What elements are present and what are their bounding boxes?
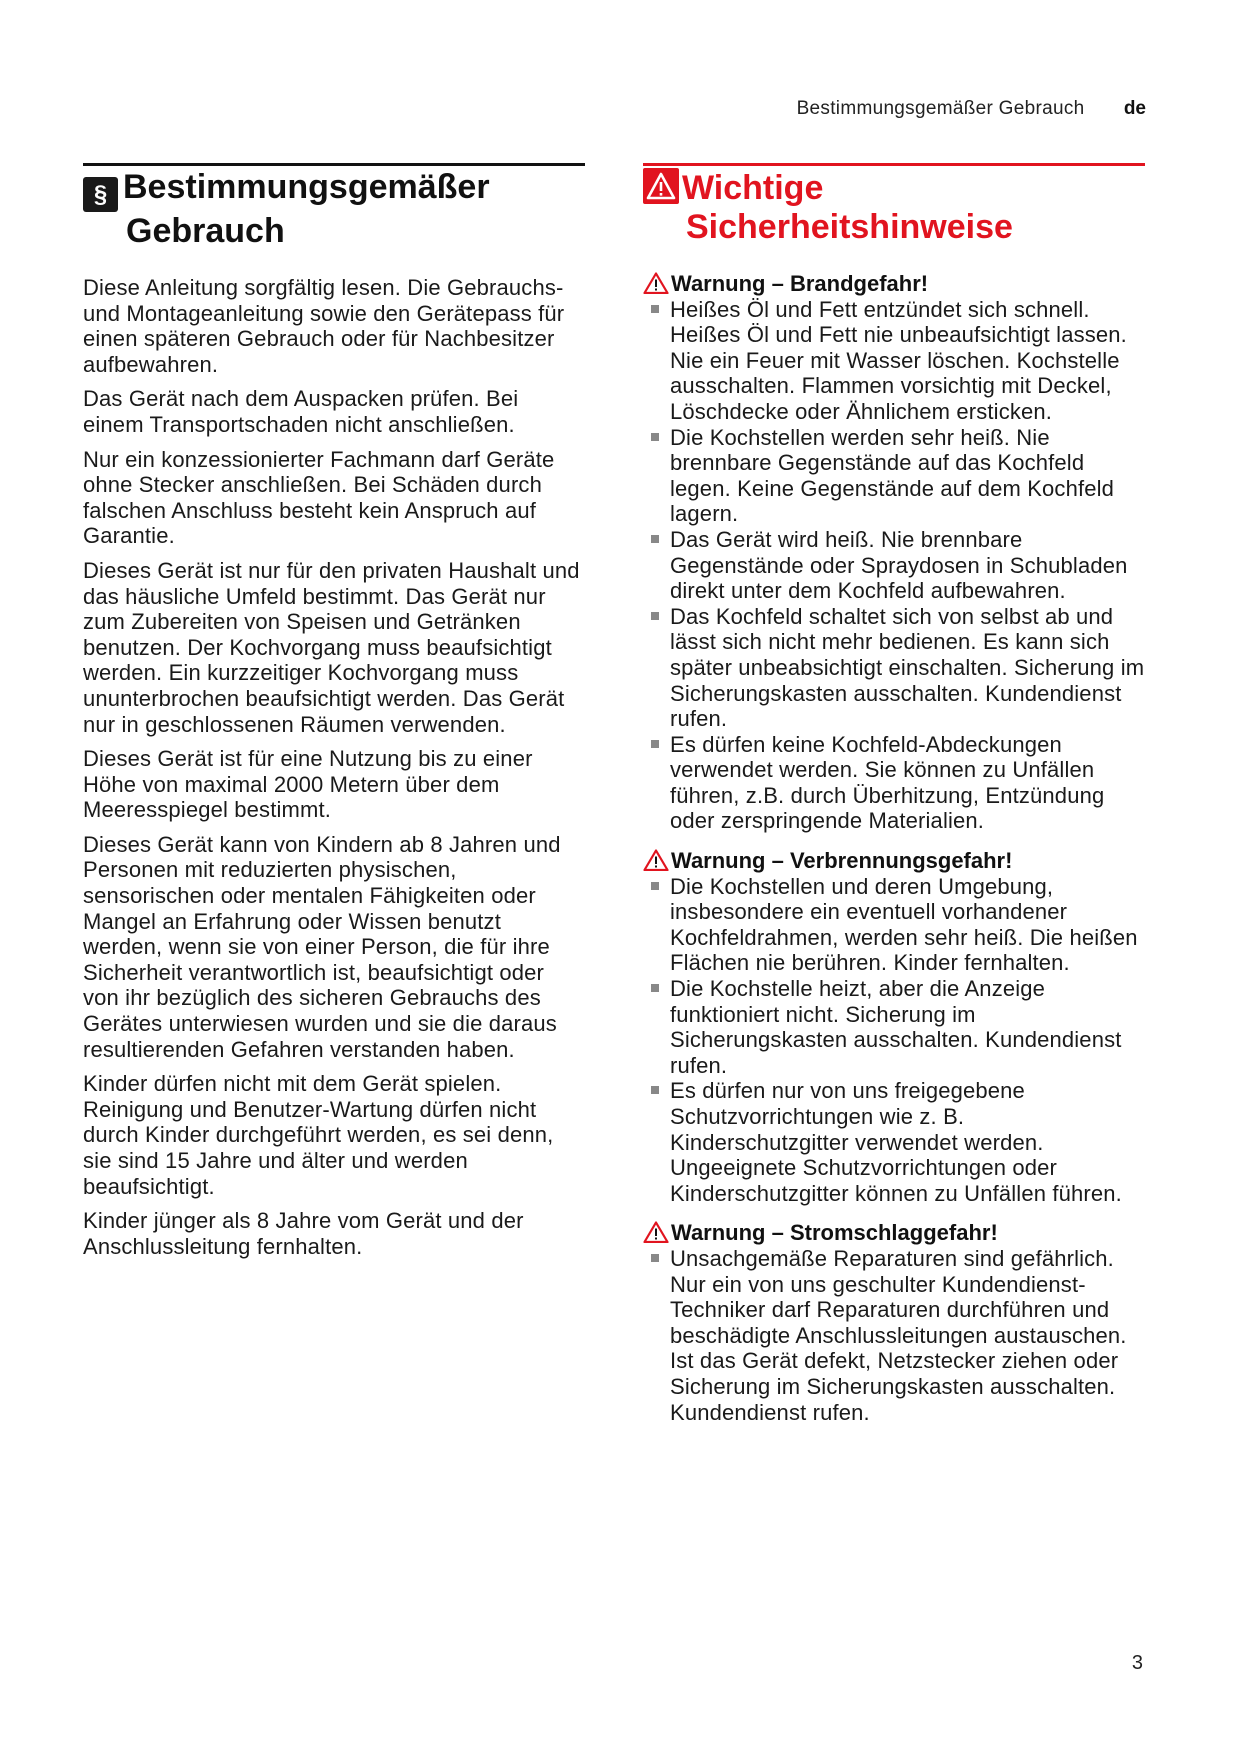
- warning-list-burn: [643, 874, 1145, 1207]
- header-language: de: [1123, 98, 1146, 119]
- section-title-line2: Gebrauch: [126, 212, 285, 250]
- bullet-icon: [651, 1086, 659, 1094]
- paragraph: Dieses Gerät kann von Kindern ab 8 Jahren und Personen mit reduzierten physischen, sensorischen oder mentalen Fähigkeiten oder Mangel an Erfahrung oder Wissen benutzt werden, wenn sie von einer Person, die für ihre Sicherheit verantwortlich ist, beaufsichtigt oder von ihr bezüglich des sicheren Gebrauchs des Gerätes unterwiesen wurden und sie die daraus resultierenden Gefahren verstanden haben.: [83, 831, 561, 1062]
- paragraph: Kinder jünger als 8 Jahre vom Gerät und der Anschlussleitung fernhalten.: [83, 1208, 524, 1259]
- bullet-icon: [651, 882, 659, 890]
- page-number: 3: [1131, 1652, 1143, 1674]
- list-item: Heißes Öl und Fett entzündet sich schnell. Heißes Öl und Fett nie unbeaufsichtigt lassen. Nie ein Feuer mit Wasser löschen. Kochstelle ausschalten. Flammen vorsichtig mit Deckel, Löschdecke oder Ähnlichem ersticken.: [643, 297, 1145, 425]
- list-item: Die Kochstellen und deren Umgebung, insbesondere ein eventuell vorhandener Kochfeldrahmen, werden sehr heiß. Die heißen Flächen nie berühren. Kinder fernhalten.: [643, 874, 1145, 976]
- list-item: Unsachgemäße Reparaturen sind gefährlich. Nur ein von uns geschulter Kundendienst-Techniker darf Reparaturen durchführen und beschädigte Anschlussleitungen austauschen. Ist das Gerät defekt, Netzstecker ziehen oder Sicherung im Sicherungskasten ausschalten. Kundendienst rufen.: [643, 1246, 1145, 1425]
- list-item: Das Gerät wird heiß. Nie brennbare Gegenstände oder Spraydosen in Schubladen direkt unter dem Kochfeld aufbewahren.: [643, 527, 1145, 604]
- warning-triangle-small-icon: [643, 272, 669, 294]
- section-rule: [83, 163, 585, 166]
- header-section-title: Bestimmungsgemäßer Gebrauch: [796, 98, 1085, 119]
- warning-title-burn: Warnung – Verbrennungsgefahr!: [643, 848, 1145, 874]
- right-column: [643, 163, 1145, 1425]
- safety-title: [643, 168, 1145, 247]
- list-item: Es dürfen keine Kochfeld-Abdeckungen verwendet werden. Sie können zu Unfällen führen, z.B. durch Überhitzung, Entzündung oder zerspringende Materialien.: [643, 732, 1145, 834]
- bullet-icon: [651, 433, 659, 441]
- warning-list-fire: [643, 297, 1145, 834]
- safety-rule: [643, 163, 1145, 166]
- safety-title-line2: Sicherheitshinweise: [686, 208, 1013, 246]
- paragraph: Nur ein konzessionierter Fachmann darf Geräte ohne Stecker anschließen. Bei Schäden durch falschen Anschluss besteht kein Anspruch auf Garantie.: [83, 446, 555, 549]
- paragraph: Dieses Gerät ist nur für den privaten Haushalt und das häusliche Umfeld bestimmt. Das Gerät nur zum Zubereiten von Speisen und Getränken benutzen. Der Kochvorgang muss beaufsichtigt werden. Ein kurzzeitiger Kochvorgang muss ununterbrochen beaufsichtigt werden. Das Gerät nur in geschlossenen Räumen verwenden.: [83, 557, 580, 737]
- section-title: [83, 168, 585, 251]
- bullet-icon: [651, 984, 659, 992]
- list-item: Das Kochfeld schaltet sich von selbst ab und lässt sich nicht mehr bedienen. Es kann sich später unbeabsichtigt einschalten. Sicherung im Sicherungskasten ausschalten. Kundendienst rufen.: [643, 604, 1145, 732]
- warning-triangle-small-icon: [643, 1221, 669, 1243]
- warning-triangle-small-icon: [643, 849, 669, 871]
- list-item: Die Kochstelle heizt, aber die Anzeige funktioniert nicht. Sicherung im Sicherungskasten ausschalten. Kundendienst rufen.: [643, 976, 1145, 1078]
- warning-triangle-icon: [643, 168, 679, 204]
- warning-title-fire: Warnung – Brandgefahr!: [643, 271, 1145, 297]
- bullet-icon: [651, 612, 659, 620]
- bullet-icon: [651, 535, 659, 543]
- warning-list-shock: [643, 1246, 1145, 1425]
- bullet-icon: [651, 1254, 659, 1262]
- warning-title-shock: Warnung – Stromschlaggefahr!: [643, 1220, 1145, 1246]
- list-item: Es dürfen nur von uns freigegebene Schutzvorrichtungen wie z. B. Kinderschutzgitter verwendet werden. Ungeeignete Schutzvorrichtungen oder Kinderschutzgitter können zu Unfällen führen.: [643, 1078, 1145, 1206]
- left-column: [83, 163, 585, 1268]
- bullet-icon: [651, 305, 659, 313]
- list-item: Die Kochstellen werden sehr heiß. Nie brennbare Gegenstände auf das Kochfeld legen. Keine Gegenstände auf dem Kochfeld lagern.: [643, 425, 1145, 527]
- page-header: [797, 98, 1146, 120]
- paragraph: Dieses Gerät ist für eine Nutzung bis zu einer Höhe von maximal 2000 Metern über dem Meeresspiegel bestimmt.: [83, 746, 533, 823]
- section-title-line1: Bestimmungsgemäßer: [123, 168, 490, 206]
- bullet-icon: [651, 740, 659, 748]
- safety-title-line1: Wichtige: [682, 169, 824, 207]
- paragraph: Das Gerät nach dem Auspacken prüfen. Bei einem Transportschaden nicht anschließen.: [83, 386, 519, 437]
- section-hand-icon: §: [83, 177, 118, 212]
- paragraph: Diese Anleitung sorgfältig lesen. Die Gebrauchs- und Montageanleitung sowie den Gerätepass für einen späteren Gebrauch oder für Nachbesitzer aufbewahren.: [83, 275, 565, 377]
- paragraph: Kinder dürfen nicht mit dem Gerät spielen. Reinigung und Benutzer-Wartung dürfen nicht durch Kinder durchgeführt werden, es sei denn, sie sind 15 Jahre und älter und werden beaufsichtigt.: [83, 1071, 554, 1199]
